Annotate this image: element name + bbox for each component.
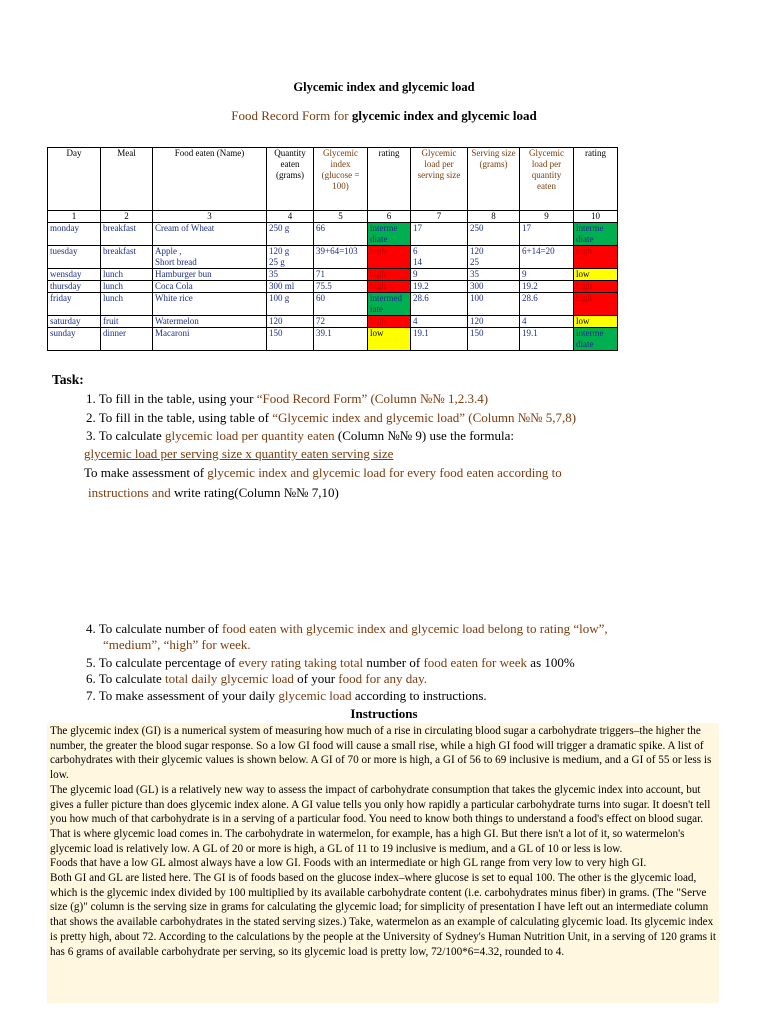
table-row [48, 316, 618, 328]
cell-day: tuesday [48, 246, 101, 269]
cell-serving: 300 [468, 281, 520, 293]
task-text: as 100% [527, 655, 575, 670]
instructions-box [47, 723, 719, 1003]
cell-gl: 4 [411, 316, 468, 328]
table-row [48, 269, 618, 281]
cell-gi: 60 [314, 293, 368, 316]
task-item-4 [86, 621, 608, 637]
cell-gi: 39+64=103 [314, 246, 368, 269]
task-text: according to instructions. [351, 688, 487, 703]
task-text: (Column №№ 5,7,8) [465, 410, 577, 425]
column-number: 2 [101, 211, 153, 223]
task-heading: Task: [52, 372, 84, 387]
cell-gi: 72 [314, 316, 368, 328]
task-text: (Column №№ 9) use the formula: [334, 428, 514, 443]
cell-serving: 250 [468, 223, 520, 246]
cell-rating-gl: high [574, 281, 618, 293]
cell-serving: 120 [468, 316, 520, 328]
cell-serving: 150 [468, 328, 520, 351]
column-number: 1 [48, 211, 101, 223]
task-text: 1. To fill in the table, using your [86, 391, 257, 406]
header-meal: Meal [101, 148, 153, 211]
task-text: for every food eaten according to [385, 465, 562, 480]
cell-gl-quantity: 6+14=20 [520, 246, 574, 269]
task-text: every rating taking total [238, 655, 364, 670]
table-row [48, 293, 618, 316]
cell-gi: 39.1 [314, 328, 368, 351]
task-text: instructions [88, 485, 149, 500]
cell-food: Macaroni [153, 328, 267, 351]
header-rating-1: rating [368, 148, 411, 211]
cell-rating-gl: high [574, 293, 618, 316]
column-number: 6 [368, 211, 411, 223]
cell-day: wensday [48, 269, 101, 281]
cell-quantity: 100 g [267, 293, 314, 316]
column-number: 9 [520, 211, 574, 223]
cell-rating-gl: interme diate [574, 328, 618, 351]
cell-gi: 66 [314, 223, 368, 246]
column-number: 7 [411, 211, 468, 223]
cell-food: White rice [153, 293, 267, 316]
task-item-5 [86, 655, 575, 671]
instructions-paragraph: The glycemic load (GL) is a relatively new way to assess the impact of carbohydrate consumption that takes the glycemic index into account, but gives a fuller picture than does glycemic index alone. A GI value tells you only how rapidly a particular carbohydrate turns into sugar. It doesn't tell you how much of that carbohydrate is in a serving of a particular food. You need to know both things to understand a food's effect on blood sugar. That is where glycemic load comes in. The carbohydrate in watermelon, for example, has a high GI. But there isn't a lot of it, so watermelon's glycemic load is relatively low. A GL of 20 or more is high, a GL of 11 to 19 inclusive is medium, and a GL of 10 or less is low. [50, 783, 711, 855]
cell-gl-quantity: 4 [520, 316, 574, 328]
task-text: food [222, 621, 246, 636]
food-record-table [47, 147, 618, 351]
page-title: Glycemic index and glycemic load [293, 80, 475, 94]
cell-food: Coca Cola [153, 281, 267, 293]
column-number-row [48, 211, 618, 223]
cell-gl-quantity: 19.1 [520, 328, 574, 351]
header-rating-2: rating [574, 148, 618, 211]
cell-gl: 19.2 [411, 281, 468, 293]
cell-day: sunday [48, 328, 101, 351]
cell-quantity: 120 [267, 316, 314, 328]
cell-rating-gi: high [368, 281, 411, 293]
header-food-eaten: Food eaten (Name) [153, 148, 267, 211]
task-item-7 [86, 688, 487, 704]
cell-gi: 71 [314, 269, 368, 281]
column-number: 3 [153, 211, 267, 223]
task-assessment-line-2 [88, 485, 339, 501]
column-number: 8 [468, 211, 520, 223]
header-gl-serving: Glycemic load per serving size [411, 148, 468, 211]
task-text: write rating(Column №№ 7,10) [173, 485, 339, 500]
task-text: glycemic index and glycemic load belong to rating “low”, [306, 621, 608, 636]
cell-gl: 6 14 [411, 246, 468, 269]
task-text: total daily glycemic load [164, 671, 294, 686]
cell-meal: lunch [101, 281, 153, 293]
cell-day: thursday [48, 281, 101, 293]
form-title [0, 108, 768, 124]
cell-rating-gl: interme diate [574, 223, 618, 246]
cell-day: saturday [48, 316, 101, 328]
cell-gl-quantity: 9 [520, 269, 574, 281]
cell-meal: lunch [101, 269, 153, 281]
task-assessment-line [84, 465, 562, 481]
cell-meal: lunch [101, 293, 153, 316]
cell-meal: breakfast [101, 246, 153, 269]
cell-serving: 35 [468, 269, 520, 281]
cell-rating-gl: high [574, 246, 618, 269]
cell-rating-gl: low [574, 316, 618, 328]
task-text: eaten with [245, 621, 307, 636]
cell-gl-quantity: 19.2 [520, 281, 574, 293]
column-number: 5 [314, 211, 368, 223]
task-text: 4. To calculate number of [86, 621, 223, 636]
task-text: 2. To fill in the table, using table of [86, 410, 273, 425]
table-header-row [48, 148, 618, 211]
cell-quantity: 120 g 25 g [267, 246, 314, 269]
task-text: “Glycemic index and glycemic load” [272, 410, 465, 425]
cell-gl: 17 [411, 223, 468, 246]
task-item-3 [86, 428, 514, 444]
header-day: Day [48, 148, 101, 211]
cell-gi: 75.5 [314, 281, 368, 293]
task-text: food eaten for week [423, 655, 528, 670]
task-text: To make assessment of [84, 465, 208, 480]
task-item-1 [86, 391, 488, 407]
cell-food: Hamburger bun [153, 269, 267, 281]
cell-meal: fruit [101, 316, 153, 328]
table-row [48, 328, 618, 351]
header-glycemic-index: Glycemic index (glucose = 100) [314, 148, 368, 211]
table-row [48, 223, 618, 246]
task-text: “Food Record Form” (Column №№ 1,2.3.4) [256, 391, 489, 406]
column-number: 10 [574, 211, 618, 223]
cell-serving: 120 25 [468, 246, 520, 269]
cell-quantity: 150 [267, 328, 314, 351]
cell-quantity: 300 ml [267, 281, 314, 293]
cell-food: Apple , Short bread [153, 246, 267, 269]
instructions-paragraph: Both GI and GL are listed here. The GI is of foods based on the glucose index–where glucose is set to equal 100. The other is the glycemic load, which is the glycemic index divided by 100 multiplied by its available carbohydrate content (i.e. carbohydrates minus fiber) in grams. (The "Serve size (g)" column is the serving size in grams for calculating the glycemic load; for simplicity of presentation I have left out an intermediate column that shows the available carbohydrates in the stated serving sizes.) Take, watermelon as an example of calculating glycemic load. Its glycemic index is pretty high, about 72. According to the calculations by the people at the University of Sydney's Human Nutrition Unit, in a serving of 120 grams it has 6 grams of available carbohydrate per serving, so its glycemic load is pretty low, 72/100*6=4.32, rounded to 4. [50, 872, 716, 958]
task-text: food for any day. [338, 671, 427, 686]
cell-gl: 19.1 [411, 328, 468, 351]
cell-rating-gi: low [368, 328, 411, 351]
table-row [48, 281, 618, 293]
task-text: and [148, 485, 174, 500]
form-title-prefix: Food Record Form for [231, 108, 349, 123]
cell-rating-gi: high [368, 269, 411, 281]
header-gl-quantity: Glycemic load per quantity eaten [520, 148, 574, 211]
cell-gl: 9 [411, 269, 468, 281]
task-text: glycemic index and glycemic load [207, 465, 386, 480]
cell-gl-quantity: 28.6 [520, 293, 574, 316]
task-text: 3. To calculate [86, 428, 165, 443]
cell-meal: breakfast [101, 223, 153, 246]
task-text: number of [363, 655, 424, 670]
table-row [48, 246, 618, 269]
cell-rating-gi: interme diate [368, 223, 411, 246]
instructions-heading: Instructions [350, 706, 418, 721]
cell-meal: dinner [101, 328, 153, 351]
cell-food: Cream of Wheat [153, 223, 267, 246]
cell-food: Watermelon [153, 316, 267, 328]
task-item-4-cont: “medium”, “high” for week. [103, 637, 251, 652]
formula: glycemic load per serving size x quantity eaten serving size [84, 446, 394, 461]
cell-day: friday [48, 293, 101, 316]
column-number: 4 [267, 211, 314, 223]
cell-rating-gi: intermed iate [368, 293, 411, 316]
cell-rating-gi: high [368, 316, 411, 328]
instructions-paragraph: The glycemic index (GI) is a numerical system of measuring how much of a rise in circulating blood sugar a carbohydrate triggers–the higher the number, the greater the blood sugar response. So a low GI food will cause a small rise, while a high GI food will trigger a dramatic spike. A list of carbohydrates with their glycemic values is shown below. A GI of 70 or more is high, a GI of 56 to 69 inclusive is medium, and a GI of 55 or less is low. [50, 725, 712, 782]
task-text: 6. To calculate [86, 671, 165, 686]
cell-rating-gi: high [368, 246, 411, 269]
task-text: 7. To make assessment of your daily [86, 688, 279, 703]
task-text: of your [293, 671, 339, 686]
task-text: 5. To calculate percentage of [86, 655, 239, 670]
form-title-rest: glycemic index and glycemic load [348, 108, 537, 123]
cell-rating-gl: low [574, 269, 618, 281]
task-item-6 [86, 671, 427, 687]
cell-quantity: 250 g [267, 223, 314, 246]
header-quantity: Quantity eaten (grams) [267, 148, 314, 211]
header-serving-size: Serving size (grams) [468, 148, 520, 211]
task-text: glycemic load per quantity eaten [164, 428, 335, 443]
task-text: glycemic load [278, 688, 352, 703]
cell-day: monday [48, 223, 101, 246]
task-item-2 [86, 410, 576, 426]
instructions-paragraph: Foods that have a low GL almost always have a low GI. Foods with an intermediate or high GL range from very low to very high GI. [50, 857, 647, 870]
cell-gl: 28.6 [411, 293, 468, 316]
cell-gl-quantity: 17 [520, 223, 574, 246]
cell-quantity: 35 [267, 269, 314, 281]
cell-serving: 100 [468, 293, 520, 316]
